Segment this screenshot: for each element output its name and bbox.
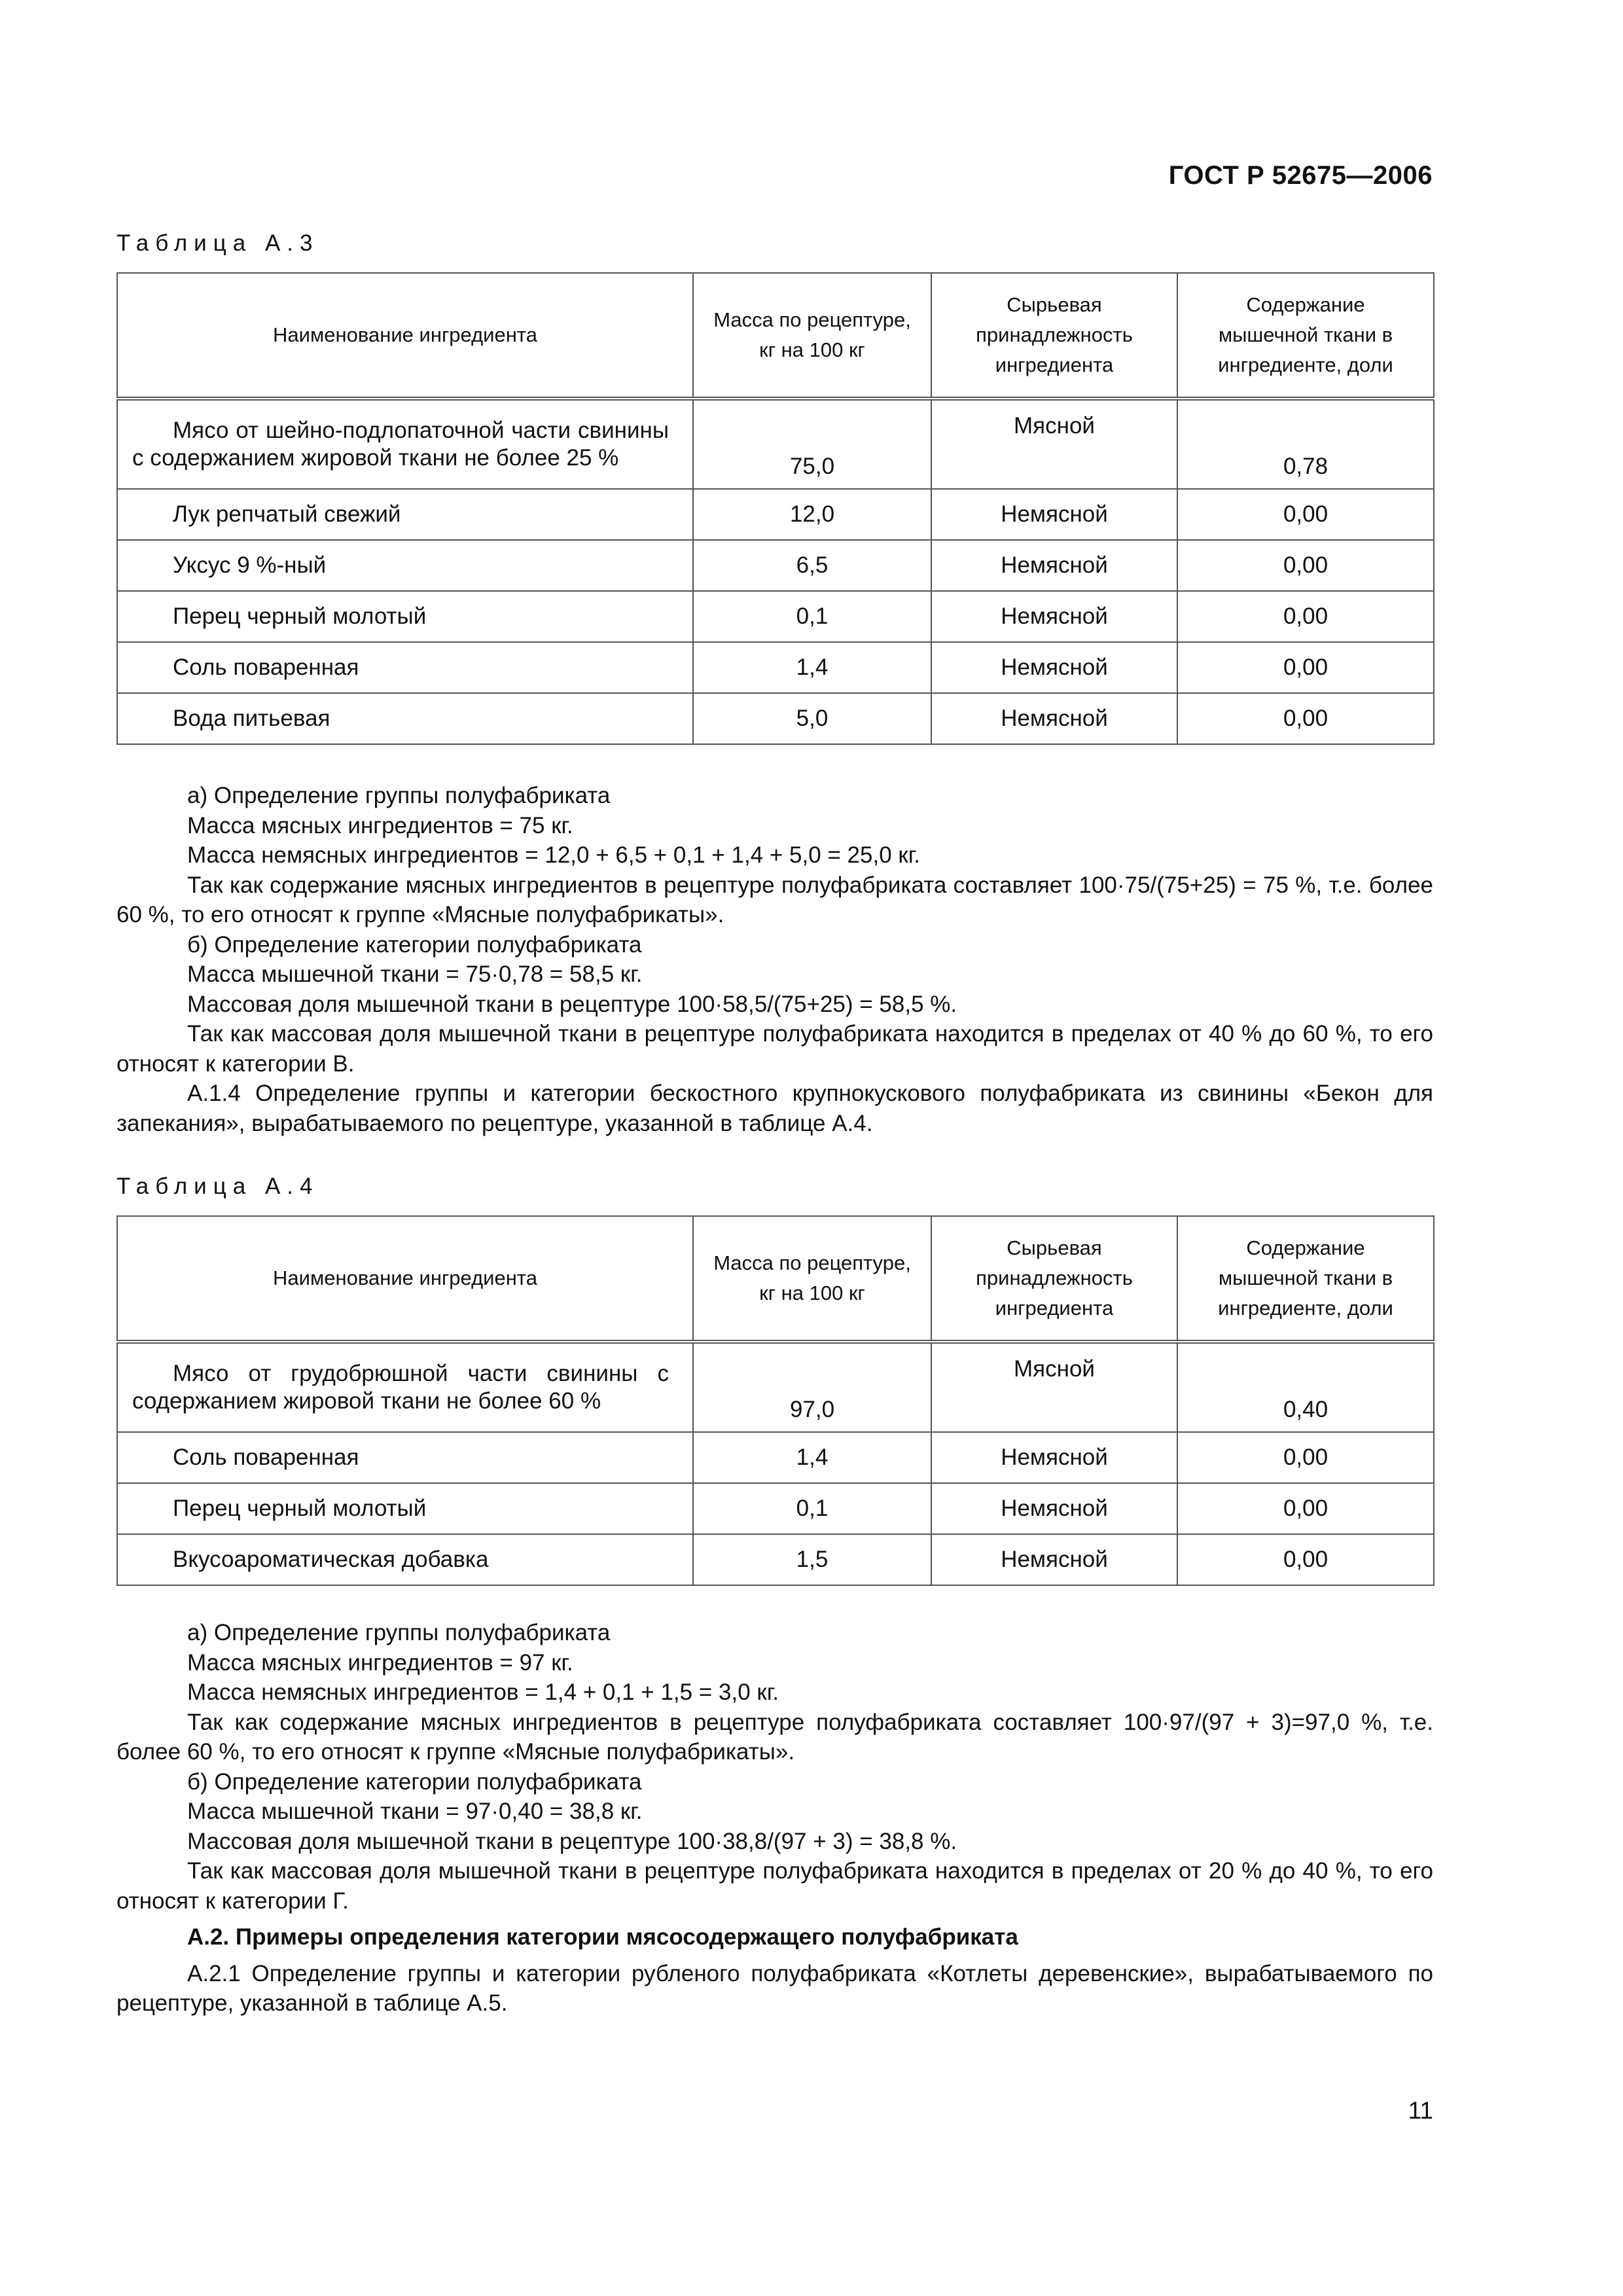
ingredient-source: Немясной <box>931 540 1177 591</box>
table-row <box>117 591 1434 642</box>
ingredient-name: Соль поваренная <box>117 642 693 693</box>
ingredient-name: Уксус 9 %-ный <box>117 540 693 591</box>
section-heading: А.2. Примеры определения категории мясосодержащего полуфабриката <box>187 1924 1018 1950</box>
column-header-mass: Масса по рецептуре, кг на 100 кг <box>693 1216 931 1342</box>
paragraph: Масса немясных ингредиентов = 12,0 + 6,5 + 0,1 + 1,4 + 5,0 = 25,0 кг. <box>187 842 920 868</box>
table-caption-a4: Таблица А.4 <box>116 1174 319 1199</box>
column-header-mass: Масса по рецептуре, кг на 100 кг <box>693 273 931 399</box>
ingredient-name: Лук репчатый свежий <box>117 489 693 540</box>
ingredient-source: Немясной <box>931 591 1177 642</box>
ingredient-mass: 1,4 <box>693 642 931 693</box>
column-header-muscle-fraction: Содержание мышечной ткани в ингредиенте, доли <box>1177 273 1434 399</box>
column-header-source: Сырьевая принадлежность ингредиента <box>931 273 1177 399</box>
table-a3 <box>116 272 1435 745</box>
paragraph: Массовая доля мышечной ткани в рецептуре 100·38,8/(97 + 3) = 38,8 %. <box>187 1828 957 1854</box>
table-row <box>117 1483 1434 1534</box>
ingredient-muscle-fraction: 0,00 <box>1177 489 1434 540</box>
paragraph: Масса мышечной ткани = 97·0,40 = 38,8 кг. <box>187 1799 643 1824</box>
ingredient-muscle-fraction: 0,00 <box>1177 693 1434 744</box>
column-header-name: Наименование ингредиента <box>117 273 693 399</box>
table-header-row <box>117 1216 1434 1342</box>
table-header-row <box>117 273 1434 399</box>
column-header-source: Сырьевая принадлежность ингредиента <box>931 1216 1177 1342</box>
table-row <box>117 1342 1434 1432</box>
table-row <box>117 1432 1434 1483</box>
ingredient-muscle-fraction: 0,00 <box>1177 1432 1434 1483</box>
ingredient-source: Немясной <box>931 642 1177 693</box>
paragraph: А.2.1 Определение группы и категории рубленого полуфабриката «Котлеты деревенские», вырабатываемого по рецептуре, указанной в таблице А.5. <box>116 1960 1433 2016</box>
ingredient-muscle-fraction: 0,00 <box>1177 642 1434 693</box>
ingredient-muscle-fraction: 0,40 <box>1177 1342 1434 1432</box>
paragraph: Масса немясных ингредиентов = 1,4 + 0,1 + 1,5 = 3,0 кг. <box>187 1679 779 1705</box>
paragraph: Так как содержание мясных ингредиентов в рецептуре полуфабриката составляет 100·75/(75+25) = 75 %, т.е. более 60 %, то его относят к группе «Мясные полуфабрикаты». <box>116 872 1433 927</box>
ingredient-name: Мясо от грудобрюшной части свинины с содержанием жировой ткани не более 60 % <box>117 1342 693 1432</box>
column-header-name: Наименование ингредиента <box>117 1216 693 1342</box>
ingredient-muscle-fraction: 0,00 <box>1177 1483 1434 1534</box>
calculation-text-a3 <box>116 781 1433 1138</box>
ingredient-muscle-fraction: 0,78 <box>1177 399 1434 489</box>
table-row <box>117 540 1434 591</box>
ingredient-mass: 6,5 <box>693 540 931 591</box>
paragraph: а) Определение группы полуфабриката <box>187 1620 611 1645</box>
table-caption-a3: Таблица А.3 <box>116 230 319 256</box>
paragraph: А.1.4 Определение группы и категории бескостного крупнокускового полуфабриката из свинины «Бекон для запекания», вырабатываемого по рецептуре, указанной в таблице А.4. <box>116 1081 1433 1136</box>
ingredient-mass: 12,0 <box>693 489 931 540</box>
table-row <box>117 693 1434 744</box>
paragraph: Масса мясных ингредиентов = 97 кг. <box>187 1649 573 1676</box>
ingredient-mass: 75,0 <box>693 399 931 489</box>
ingredient-muscle-fraction: 0,00 <box>1177 1534 1434 1585</box>
ingredient-source: Немясной <box>931 1483 1177 1534</box>
paragraph: б) Определение категории полуфабриката <box>187 1768 642 1795</box>
ingredient-source: Немясной <box>931 1534 1177 1585</box>
ingredient-name: Перец черный молотый <box>117 591 693 642</box>
column-header-muscle-fraction: Содержание мышечной ткани в ингредиенте, доли <box>1177 1216 1434 1342</box>
ingredient-name: Вкусоароматическая добавка <box>117 1534 693 1585</box>
ingredient-mass: 0,1 <box>693 591 931 642</box>
ingredient-mass: 1,5 <box>693 1534 931 1585</box>
paragraph: Так как массовая доля мышечной ткани в рецептуре полуфабриката находится в пределах от 40 % до 60 %, то его относят к категории В. <box>116 1021 1433 1077</box>
ingredient-muscle-fraction: 0,00 <box>1177 591 1434 642</box>
paragraph: Масса мясных ингредиентов = 75 кг. <box>187 812 573 838</box>
ingredient-mass: 0,1 <box>693 1483 931 1534</box>
calculation-text-a4 <box>116 1618 1433 2018</box>
ingredient-source: Мясной <box>931 399 1177 489</box>
table-row <box>117 1534 1434 1585</box>
standard-designation: ГОСТ Р 52675—2006 <box>1168 161 1433 190</box>
ingredient-source: Немясной <box>931 1432 1177 1483</box>
ingredient-name: Соль поваренная <box>117 1432 693 1483</box>
paragraph: Так как массовая доля мышечной ткани в рецептуре полуфабриката находится в пределах от 20 % до 40 %, то его относят к категории Г. <box>116 1858 1433 1914</box>
paragraph: Масса мышечной ткани = 75·0,78 = 58,5 кг. <box>187 961 643 987</box>
paragraph: а) Определение группы полуфабриката <box>187 783 611 808</box>
ingredient-name: Мясо от шейно-подлопаточной части свинины с содержанием жировой ткани не более 25 % <box>117 399 693 489</box>
paragraph: Массовая доля мышечной ткани в рецептуре 100·58,5/(75+25) = 58,5 %. <box>187 991 957 1017</box>
ingredient-name: Вода питьевая <box>117 693 693 744</box>
page-number: 11 <box>1408 2097 1433 2124</box>
ingredient-mass: 5,0 <box>693 693 931 744</box>
table-row <box>117 489 1434 540</box>
ingredient-mass: 97,0 <box>693 1342 931 1432</box>
table-a4 <box>116 1215 1435 1586</box>
paragraph: б) Определение категории полуфабриката <box>187 931 642 958</box>
ingredient-source: Немясной <box>931 693 1177 744</box>
table-row <box>117 399 1434 489</box>
ingredient-muscle-fraction: 0,00 <box>1177 540 1434 591</box>
ingredient-mass: 1,4 <box>693 1432 931 1483</box>
paragraph: Так как содержание мясных ингредиентов в рецептуре полуфабриката составляет 100·97/(97 + 3)=97,0 %, т.е. более 60 %, то его относят к группе «Мясные полуфабрикаты». <box>116 1709 1433 1765</box>
ingredient-name: Перец черный молотый <box>117 1483 693 1534</box>
ingredient-source: Немясной <box>931 489 1177 540</box>
ingredient-source: Мясной <box>931 1342 1177 1432</box>
table-row <box>117 642 1434 693</box>
